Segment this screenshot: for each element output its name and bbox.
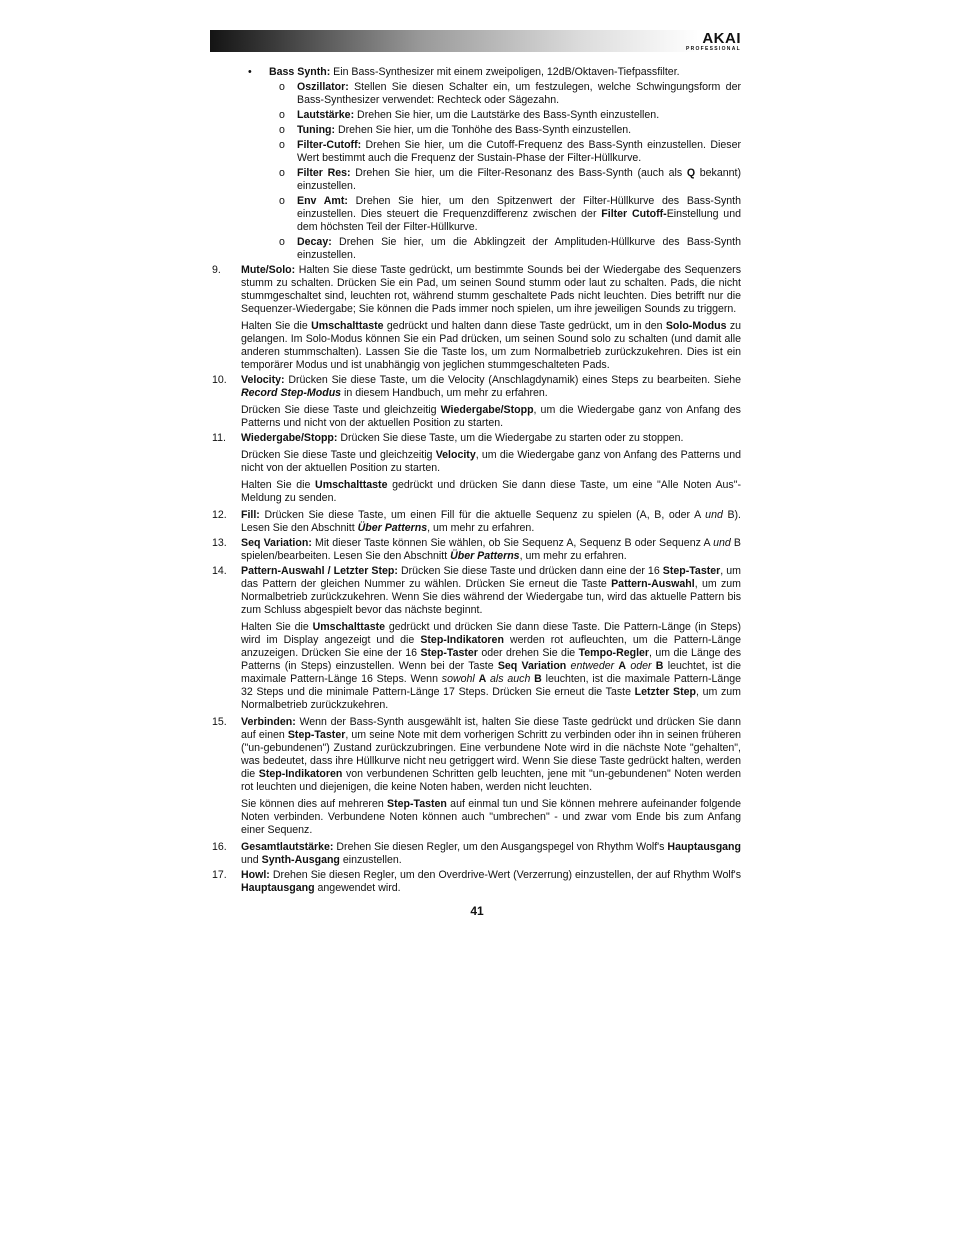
item-9-mute-solo: 9. Mute/Solo: Halten Sie diese Taste gedrückt, um bestimmte Sounds bei der Wiedergabe des Sequenzers stumm zu schalten. Drücken Sie ein Pad, um seinen Sound stumm oder laut zu schalten. Pads, die nicht stummgeschaltet sind, leuchten rot, während stumm geschaltete Pads nicht leuchten. Dies betrifft nur die Sequenzer-Wiedergabe; Sie können die Pads immer noch spielen, um ihre jeweiligen Sounds zu triggern. — [212, 264, 741, 315]
item-number: 9. — [212, 264, 221, 276]
bullet-icon: • — [248, 66, 252, 78]
circle-bullet-icon: o — [279, 236, 285, 248]
sub-item-lautstaerke: o Lautstärke: Drehen Sie hier, um die Lautstärke des Bass-Synth einzustellen. — [279, 109, 660, 121]
akai-logo — [684, 32, 741, 52]
circle-bullet-icon: o — [279, 195, 285, 207]
document-body — [210, 66, 741, 897]
circle-bullet-icon: o — [279, 167, 285, 179]
item-11-paragraph-3: Halten Sie die Umschalttaste gedrückt und drücken Sie dann diese Taste, um eine "Alle Noten Aus"-Meldung zu senden. — [241, 479, 741, 504]
sub-item-tuning: o Tuning: Drehen Sie hier, um die Tonhöhe des Bass-Synth einzustellen. — [279, 124, 632, 136]
item-15-paragraph-2: Sie können dies auf mehreren Step-Tasten auf einmal tun und Sie können mehrere aufeinander folgende Noten verbinden. Verbundene Noten können auch "umbrechen" - und zwar vom Ende bis zum Anfang einer Sequenz. — [241, 798, 741, 836]
sub-item-filter-cutoff: o Filter-Cutoff: Drehen Sie hier, um die Cutoff-Frequenz des Bass-Synth einzustellen. Dieser Wert bestimmt auch die Frequenz der Sustain-Phase der Filter-Hüllkurve. — [279, 139, 741, 164]
item-15-verbinden: 15. Verbinden: Wenn der Bass-Synth ausgewählt ist, halten Sie diese Taste gedrückt und drücken Sie dann auf einen Step-Taster, um seine Note mit dem vorherigen Schritt zu verbinden oder ihn in seinen früheren ("un-gebundenen") Zustand zurückzubringen. Eine verbundene Note wird in die nächste Note "gehalten", was bedeutet, dass ihre Hüllkurve nicht neu getriggert wird. Wenn Sie diese Taste gedrückt halten, werden die Step-Indikatoren von verbundenen Schritten gelb leuchten, jene mit "un-gebundenen" Noten werden rot leuchten und diejenigen, die keine Noten haben, werden nicht leuchten. — [212, 716, 742, 793]
item-14-pattern-auswahl: 14. Pattern-Auswahl / Letzter Step: Drücken Sie diese Taste und drücken dann eine der 16 Step-Taster, um das Pattern der gleichen Nummer zu wählen. Drücken Sie erneut die Taste Pattern-Auswahl, um zum Normalbetrieb zurückzukehren. Wenn Sie dies während der Wiedergabe tun, wird das aktuelle Pattern bis zum Schluss abgespielt bevor das nächste beginnt. — [212, 565, 741, 616]
item-number: 10. — [212, 374, 227, 386]
item-13-seq-variation: 13. Seq Variation: Mit dieser Taste können Sie wählen, ob Sie Sequenz A, Sequenz B oder Sequenz A und B spielen/bearbeiten. Lesen Sie den Abschnitt Über Patterns, um mehr zu erfahren. — [212, 537, 741, 562]
item-number: 13. — [212, 537, 227, 549]
bass-synth-text: Bass Synth: Ein Bass-Synthesizer mit einem zweipoligen, 12dB/Oktaven-Tiefpassfilter. — [269, 66, 680, 78]
item-number: 16. — [212, 841, 227, 853]
sub-item-decay: o Decay: Drehen Sie hier, um die Abklingzeit der Amplituden-Hüllkurve des Bass-Synth einzustellen. — [279, 236, 741, 261]
item-number: 14. — [212, 565, 227, 577]
item-12-fill: 12. Fill: Drücken Sie diese Taste, um einen Fill für die aktuelle Sequenz zu spielen (A, B, oder A und B). Lesen Sie den Abschnitt Über Patterns, um mehr zu erfahren. — [212, 509, 741, 534]
item-number: 15. — [212, 716, 227, 728]
circle-bullet-icon: o — [279, 124, 285, 136]
item-9-paragraph-2: Halten Sie die Umschalttaste gedrückt und halten dann diese Taste gedrückt, um in den Solo-Modus zu gelangen. Im Solo-Modus können Sie ein Pad drücken, um seinen Sound solo zu schalten (und damit alle anderen stummschalten). Lassen Sie die Taste los, um zum Normalbetrieb zurückzukehren. Dies ist ein temporärer Modus und ist unabhängig von jeglichen stummgeschalteten Pads. — [241, 320, 742, 371]
item-10-velocity: 10. Velocity: Drücken Sie diese Taste, um die Velocity (Anschlagdynamik) eines Steps zu bearbeiten. Siehe Record Step-Modus in diesem Handbuch, um mehr zu erfahren. — [212, 374, 741, 399]
page-number: 41 — [470, 904, 484, 918]
item-11-wiedergabe-stopp: 11. Wiedergabe/Stopp: Drücken Sie diese Taste, um die Wiedergabe zu starten oder zu stoppen. — [212, 432, 684, 444]
akai-logo-text: AKAI — [702, 30, 741, 47]
item-number: 12. — [212, 509, 227, 521]
header-gradient-bar — [210, 30, 741, 52]
item-14-paragraph-2: Halten Sie die Umschalttaste gedrückt und drücken Sie dann diese Taste. Die Pattern-Länge (in Steps) wird im Display angezeigt und die Step-Indikatoren werden rot aufleuchten, um die Pattern-Länge anzuzeigen. Drücken Sie eine der 16 Step-Taster oder drehen Sie die Tempo-Regler, um die Länge des Patterns (in Steps) einzustellen. Wenn bei der Taste Seq Variation entweder A oder B leuchtet, ist die maximale Pattern-Länge 16 Steps. Wenn sowohl A als auch B leuchten, ist die maximale Pattern-Länge 32 Steps und die minimale Pattern-Länge 17 Steps. Drücken Sie erneut die Taste Letzter Step, um zum Normalbetrieb zurückzukehren. — [241, 621, 742, 711]
item-number: 17. — [212, 869, 227, 881]
circle-bullet-icon: o — [279, 139, 285, 151]
item-number: 11. — [212, 432, 226, 444]
circle-bullet-icon: o — [279, 81, 285, 93]
bass-synth-bullet — [210, 66, 741, 79]
sub-item-filter-res: o Filter Res: Drehen Sie hier, um die Filter-Resonanz des Bass-Synth (auch als Q bekannt) einzustellen. — [279, 167, 742, 192]
sub-item-oszillator: o Oszillator: Stellen Sie diesen Schalter ein, um festzulegen, welche Schwingungsform der Bass-Synthesizer verwendet: Rechteck oder Sägezahn. — [279, 81, 741, 106]
akai-logo-subtext: PROFESSIONAL — [685, 46, 741, 52]
item-10-paragraph-2: Drücken Sie diese Taste und gleichzeitig Wiedergabe/Stopp, um die Wiedergabe ganz von Anfang des Patterns und nicht von der aktuellen Position zu starten. — [241, 404, 741, 429]
item-16-gesamtlautstaerke: 16. Gesamtlautstärke: Drehen Sie diesen Regler, um den Ausgangspegel von Rhythm Wolf's Hauptausgang und Synth-Ausgang einzustellen. — [212, 841, 741, 866]
circle-bullet-icon: o — [279, 109, 285, 121]
item-11-paragraph-2: Drücken Sie diese Taste und gleichzeitig Velocity, um die Wiedergabe ganz von Anfang des Patterns und nicht von der aktuellen Position zu starten. — [241, 449, 741, 474]
item-17-howl: 17. Howl: Drehen Sie diesen Regler, um den Overdrive-Wert (Verzerrung) einzustellen, der auf Rhythm Wolf's Hauptausgang angewendet wird. — [212, 869, 741, 894]
sub-item-env-amt: o Env Amt: Drehen Sie hier, um den Spitzenwert der Filter-Hüllkurve des Bass-Synth einzustellen. Dies steuert die Frequenzdifferenz zwischen der Filter Cutoff-Einstellung und dem höchsten Teil der Filter-Hüllkurve. — [279, 195, 741, 233]
